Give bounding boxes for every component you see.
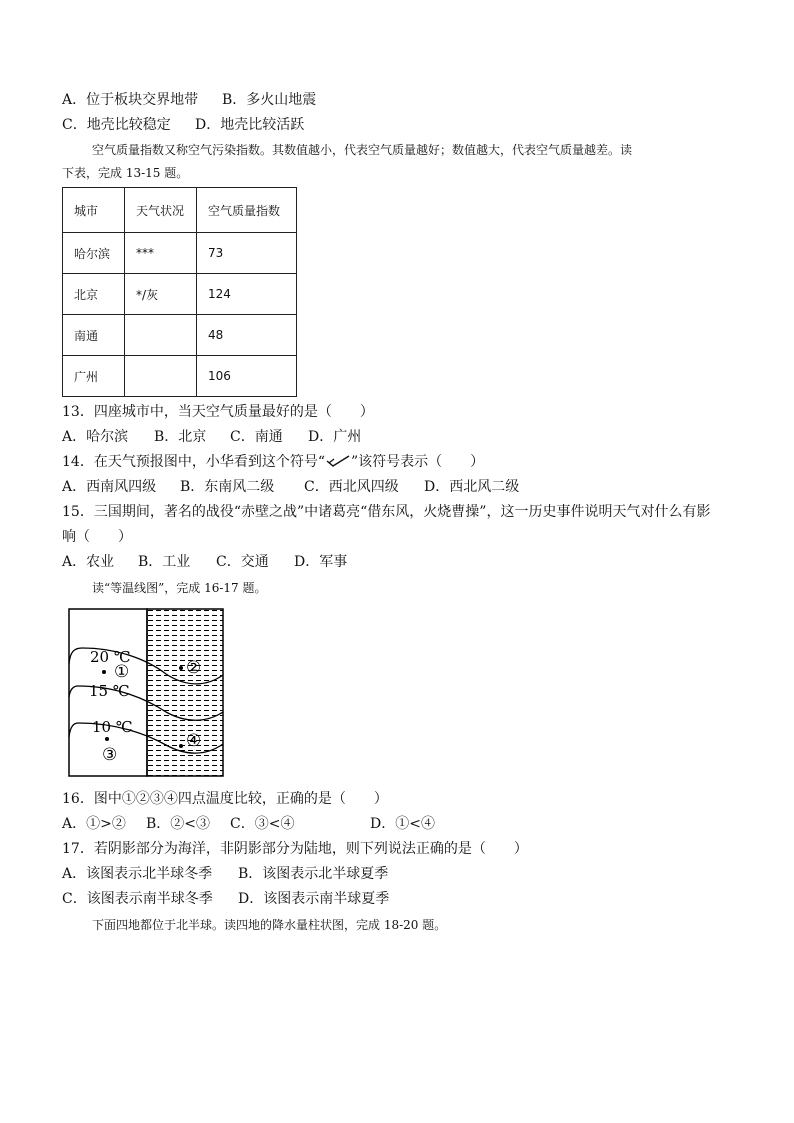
q13-option-a[interactable]: A．哈尔滨 (62, 429, 129, 445)
q13-options (62, 427, 361, 447)
point-4: ④ (186, 731, 202, 751)
cell-aqi: 106 (197, 356, 297, 397)
q17-options-row-1 (62, 864, 388, 884)
cell-city: 广州 (63, 356, 125, 397)
precip-intro: 下面四地都位于北半球。读四地的降水量柱状图，完成 18-20 题。 (92, 918, 447, 932)
q12-option-b[interactable]: B．多火山地震 (222, 92, 317, 108)
q16-option-c[interactable]: C．③<④ (230, 816, 295, 832)
point-2-dot (179, 666, 183, 670)
cell-aqi: 124 (197, 274, 297, 315)
cell-weather: */灰 (125, 274, 197, 315)
table-row (63, 274, 297, 315)
point-2: ② (186, 658, 202, 678)
q17-stem: 17．若阴影部分为海洋，非阴影部分为陆地，则下列说法正确的是（ ） (62, 841, 528, 857)
q14-options (62, 477, 519, 497)
q13-stem: 13．四座城市中，当天空气质量最好的是（ ） (62, 404, 374, 420)
q14-option-c[interactable]: C．西北风四级 (304, 479, 399, 495)
cell-aqi: 48 (197, 315, 297, 356)
cell-city: 北京 (63, 274, 125, 315)
label-20c: 20 ℃ (90, 648, 131, 666)
air-quality-table (62, 187, 297, 397)
wind-barb-icon (325, 454, 351, 468)
q15-stem-line-1: 15．三国期间，著名的战役“赤壁之战”中诸葛亮“借东风，火烧曹操”，这一历史事件说明天气对什么有影 (62, 504, 711, 520)
q14-option-d[interactable]: D．西北风二级 (424, 479, 520, 495)
q12-options-row-2 (62, 115, 304, 135)
air-intro-line-2: 下表，完成 13-15 题。 (62, 166, 189, 180)
cell-weather (125, 356, 197, 397)
q16-stem: 16．图中①②③④四点温度比较，正确的是（ ） (62, 791, 388, 807)
cell-city: 南通 (63, 315, 125, 356)
q16-option-d[interactable]: D．①<④ (370, 816, 435, 832)
q15-option-a[interactable]: A．农业 (62, 554, 115, 570)
q17-options-row-2 (62, 889, 389, 909)
label-10c: 10 ℃ (92, 718, 133, 736)
q15-stem-line-2: 响（ ） (62, 529, 132, 545)
q14-stem (62, 452, 484, 472)
q16-option-a[interactable]: A．①>② (62, 816, 126, 832)
point-4-dot (179, 744, 183, 748)
cell-weather: *** (125, 233, 197, 274)
q12-option-d[interactable]: D．地壳比较活跃 (195, 117, 305, 133)
table-row (63, 233, 297, 274)
table-header-row (63, 188, 297, 233)
q15-option-d[interactable]: D．军事 (294, 554, 348, 570)
q14-stem-after: ”该符号表示（ ） (350, 454, 485, 470)
header-city: 城市 (63, 188, 125, 233)
q12-options-row-1 (62, 90, 316, 110)
q15-option-b[interactable]: B．工业 (138, 554, 191, 570)
q15-option-c[interactable]: C．交通 (216, 554, 269, 570)
cell-aqi: 73 (197, 233, 297, 274)
q12-option-a[interactable]: A．位于板块交界地带 (62, 92, 199, 108)
point-3-dot (105, 737, 109, 741)
isotherm-intro: 读“等温线图”，完成 16-17 题。 (92, 581, 267, 595)
table-row (63, 356, 297, 397)
q12-option-c[interactable]: C．地壳比较稳定 (62, 117, 171, 133)
point-3: ③ (102, 745, 118, 765)
q17-option-d[interactable]: D．该图表示南半球夏季 (238, 891, 390, 907)
q16-options (62, 814, 435, 834)
cell-city: 哈尔滨 (63, 233, 125, 274)
isotherm-figure (68, 608, 226, 782)
cell-weather (125, 315, 197, 356)
q17-option-a[interactable]: A．该图表示北半球冬季 (62, 866, 213, 882)
header-aqi: 空气质量指数 (197, 188, 297, 233)
q13-option-b[interactable]: B．北京 (154, 429, 207, 445)
header-weather: 天气状况 (125, 188, 197, 233)
q17-option-c[interactable]: C．该图表示南半球冬季 (62, 891, 213, 907)
point-1-dot (102, 670, 106, 674)
point-1: ① (114, 662, 130, 682)
q15-options (62, 552, 347, 572)
q14-option-b[interactable]: B．东南风二级 (180, 479, 275, 495)
q17-option-b[interactable]: B．该图表示北半球夏季 (238, 866, 389, 882)
q13-option-c[interactable]: C．南通 (230, 429, 283, 445)
table-row (63, 315, 297, 356)
q13-option-d[interactable]: D．广州 (308, 429, 362, 445)
q16-option-b[interactable]: B．②<③ (146, 816, 211, 832)
ocean-area (147, 609, 223, 776)
air-intro-line-1: 空气质量指数又称空气污染指数。其数值越小，代表空气质量越好；数值越大，代表空气质量越差。读 (92, 143, 633, 157)
q14-stem-before: 14．在天气预报图中，小华看到这个符号“ (62, 454, 325, 470)
label-15c: 15 ℃ (89, 682, 130, 700)
q14-option-a[interactable]: A．西南风四级 (62, 479, 157, 495)
